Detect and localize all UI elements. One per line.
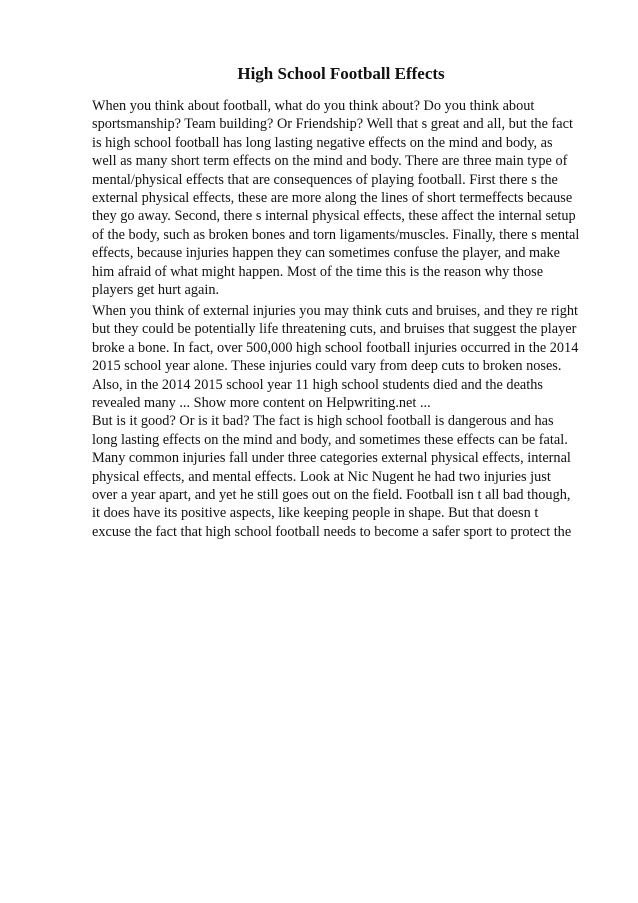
text-line: 2015 school year alone. These injuries could vary from deep cuts to broken noses. [92,358,562,375]
text-line: is high school football has long lasting negative effects on the mind and body, as [92,134,553,151]
text-line: but they could be potentially life threatening cuts, and bruises that suggest the player [92,321,577,338]
text-line: broke a bone. In fact, over 500,000 high school football injuries occurred in the 2014 [92,339,579,356]
text-line: When you think about football, what do you think about? Do you think about [92,98,535,114]
text-line: long lasting effects on the mind and body, and sometimes these effects can be fatal. [92,431,568,448]
text-line: it does have its positive aspects, like keeping people in shape. But that doesn t [92,505,539,522]
text-line: Also, in the 2014 2015 school year 11 high school students died and the deaths [92,376,543,393]
text-line: physical effects, and mental effects. Look at Nic Nugent he had two injuries just [92,468,551,485]
text-line: of the body, such as broken bones and torn ligaments/muscles. Finally, there s mental [92,226,580,243]
text-line: revealed many ... Show more content on Helpwriting.net ... [92,395,431,412]
text-line: excuse the fact that high school football needs to become a safer sport to protect the [92,523,572,540]
document-title: High School Football Effects [237,64,445,83]
text-line: Many common injuries fall under three categories external physical effects, internal [92,450,571,467]
text-line: they go away. Second, there s internal physical effects, these affect the internal setup [92,208,576,225]
text-line: sportsmanship? Team building? Or Friendship? Well that s great and all, but the fact [92,116,573,133]
text-line: mental/physical effects that are consequences of playing football. First there s the [92,171,558,188]
text-line: well as many short term effects on the mind and body. There are three main type of [92,153,568,170]
text-line: him afraid of what might happen. Most of the time this is the reason why those [92,263,544,280]
text-line: When you think of external injuries you may think cuts and bruises, and they re right [92,303,578,319]
paragraph-intro [92,97,612,299]
text-line: external physical effects, these are more along the lines of short termeffects because [92,190,573,207]
text-line: over a year apart, and yet he still goes out on the field. Football isn t all bad though, [92,487,571,504]
text-line: effects, because injuries happen they can sometimes confuse the player, and make [92,245,560,262]
paragraph-body [92,302,612,541]
text-line: But is it good? Or is it bad? The fact is high school football is dangerous and has [92,413,554,430]
text-line: players get hurt again. [92,282,220,299]
